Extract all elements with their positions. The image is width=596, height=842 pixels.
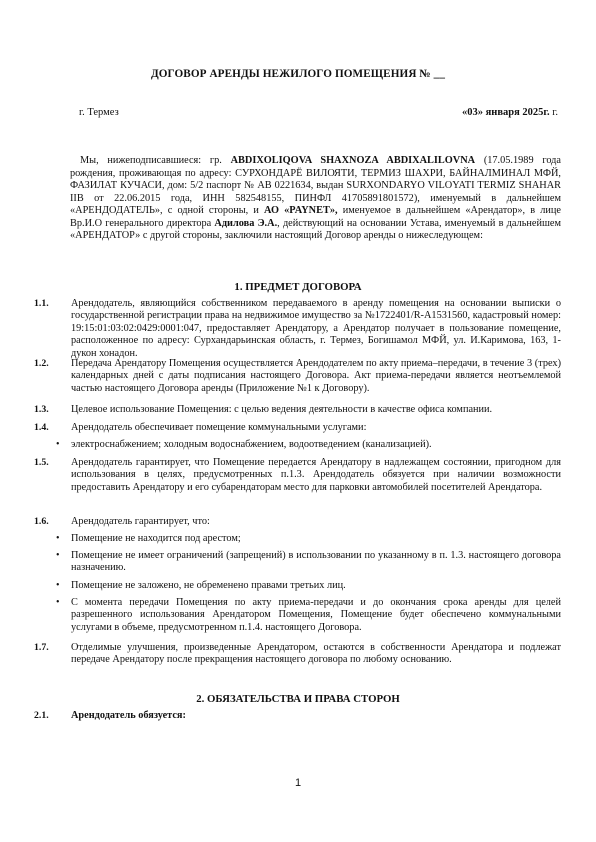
- clause-text: Арендодатель обеспечивает помещение коммунальными услугами:: [71, 422, 367, 433]
- clause-text: Арендодатель гарантирует, что Помещение передается Арендатору в надлежащем состоянии, пригодном для использования в целях, предусмотренных п.1.3. Арендодатель обязуется при наличии возможности предоставить Арендатору и его субарендаторам место для парковки автомобилей посетителей Арендатора.: [71, 457, 561, 493]
- intro-text-3: именуемое в дальнейшем «Арендатор», в лице Вр.И.О генерального директора: [70, 205, 561, 229]
- contract-city: г. Термез: [79, 107, 119, 118]
- tenant-director: Адилова Э.А.: [214, 217, 278, 229]
- bullet-icon: •: [56, 597, 60, 608]
- landlord-name: ABDIXOLIQOVA SHAXNOZA ABDIXALILOVNA: [230, 155, 476, 166]
- bullet-icon: •: [56, 439, 60, 450]
- section-1-heading: 1. ПРЕДМЕТ ДОГОВОРА: [234, 281, 362, 293]
- clause-text: Целевое использование Помещения: с целью ведения деятельности в качестве офиса компании.: [71, 404, 493, 415]
- section-2-heading: 2. ОБЯЗАТЕЛЬСТВА И ПРАВА СТОРОН: [196, 693, 400, 705]
- clause-text: Арендодатель обязуется:: [71, 710, 186, 721]
- intro-text-2: (17.05.1989 года рождения, проживающая по адресу: СУРХОНДАРЁ ВИЛОЯТИ, ТЕРМИЗ ШАХРИ, БАЙНАЛМИНАЛ МФЙ, ФАЗИЛАТ КУЧАСИ, дом: 5/2 паспорт № AB 0221634, выдан SURXONDARYO VILOYATI TERMIZ SHAHAR IIB от 22.06.2015 года, ИНН 582548155, ПИНФЛ 41705891801572), именуемый в дальнейшем «АРЕНДОДАТЕЛЬ», с одной стороны, и: [70, 155, 561, 216]
- clause-number: 1.5.: [34, 457, 49, 468]
- bullet-icon: •: [56, 550, 60, 561]
- tenant-company: АО «PAYNET»,: [264, 205, 338, 216]
- bullet-icon: •: [56, 580, 60, 591]
- contract-date-suffix: г.: [549, 107, 558, 118]
- clause-number: 1.6.: [34, 516, 49, 527]
- clause-number: 1.7.: [34, 642, 49, 653]
- clause-number: 1.1.: [34, 298, 49, 309]
- intro-text-4: , действующий на основании Устава, именуемый в дальнейшем «АРЕНДАТОР» с другой стороны, заключили настоящий Договор аренды о нижеследующем:: [70, 217, 561, 241]
- clause-number: 1.4.: [34, 422, 49, 433]
- clause-number: 1.3.: [34, 404, 49, 415]
- clause-text: Передача Арендатору Помещения осуществляется Арендодателем по акту приема–передачи, в течение 3 (трех) календарных дней с даты подписания настоящего Договора. Акт приема-передачи является неотъемлемой частью настоящего Договора аренды (Приложение №1 к Договору).: [71, 358, 561, 394]
- list-item-text: С момента передачи Помещения по акту приема-передачи и до окончания срока аренды для целей разрешенного использования Арендатором Помещения, Помещение будет обеспечено коммунальными услугами в объеме, предусмотренном п.1.4. настоящего Договора.: [71, 597, 561, 633]
- page-number: 1: [294, 777, 302, 789]
- clause-text: Арендодатель гарантирует, что:: [71, 516, 210, 527]
- list-item-text: Помещение не заложено, не обременено правами третьих лиц.: [71, 580, 346, 591]
- intro-paragraph: [70, 155, 561, 243]
- clause-number: 1.2.: [34, 358, 49, 369]
- document-title: ДОГОВОР АРЕНДЫ НЕЖИЛОГО ПОМЕЩЕНИЯ № __: [150, 68, 446, 80]
- clause-text: Арендодатель, являющийся собственником передаваемого в аренду помещения на основании выписки о государственной регистрации права на недвижимое имущество за №1722401/R-A1531560, кадастровый номер: 19:15:01:03:02:0429:0001:047, предоставляет Арендатору, а Арендатор получает в пользование помещение, расположенное по адресу: Сурхандарьинская область, г. Термез, Богишамол МФЙ, ул. И.Каримова, 163, 1-дукон хонадон.: [71, 298, 561, 359]
- list-item-text: Помещение не находится под арестом;: [71, 533, 241, 544]
- clause-text: Отделимые улучшения, произведенные Арендатором, остаются в собственности Арендатора и подлежат передаче Арендатору после прекращения настоящего договора по любому основанию.: [71, 642, 561, 666]
- contract-date: [462, 107, 558, 119]
- list-item-text: электроснабжением; холодным водоснабжением, водоотведением (канализацией).: [71, 439, 432, 450]
- clause-number: 2.1.: [34, 710, 49, 721]
- list-item-text: Помещение не имеет ограничений (запрещений) в использовании по указанному в п. 1.3. настоящего договора назначению.: [71, 550, 561, 574]
- bullet-icon: •: [56, 533, 60, 544]
- contract-date-value: «03» января 2025г.: [461, 107, 550, 118]
- intro-text-1: Мы, нижеподписавшиеся: гр.: [80, 155, 231, 166]
